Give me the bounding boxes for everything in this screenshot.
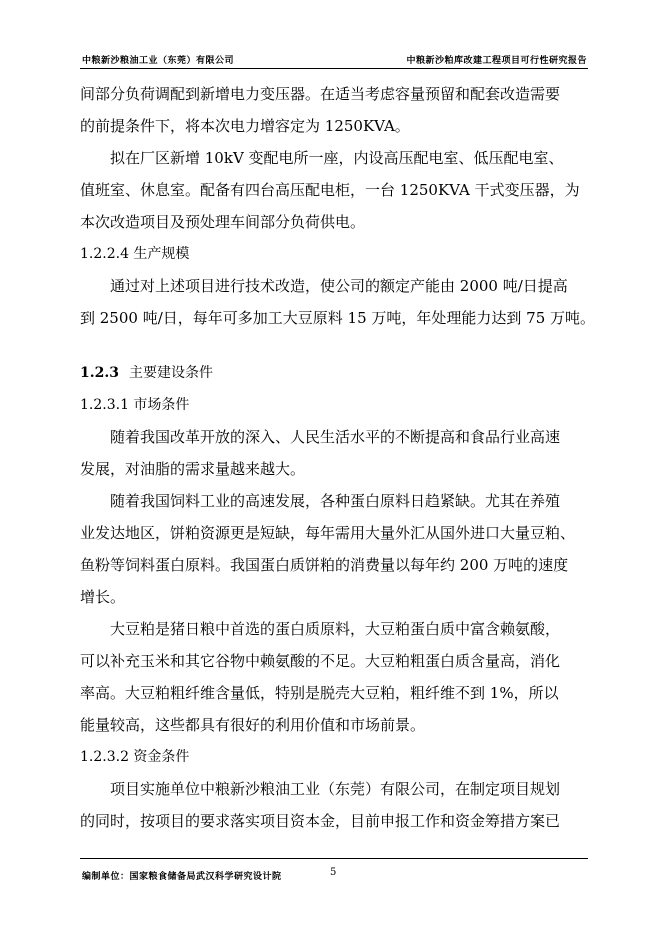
- page-number: 5: [330, 867, 337, 878]
- text-line: 率高。大豆粕粗纤维含量低，特别是脱壳大豆粕，粗纤维不到 1%，所以: [80, 684, 559, 702]
- paragraph-feed-industry: [80, 485, 588, 613]
- heading-funding-conditions: 1.2.3.2 资金条件: [80, 749, 190, 765]
- text-line: 通过对上述项目进行技术改造，使公司的额定产能由 2000 吨/日提高: [110, 277, 568, 295]
- text-line: 的前提条件下，将本次电力增容定为 1250KVA。: [80, 117, 410, 135]
- header-divider: [80, 68, 588, 69]
- text-line: 发展，对油脂的需求量越来越大。: [80, 460, 306, 478]
- text-line: 随着我国饲料工业的高速发展，各种蛋白原料日趋紧缺。尤其在养殖: [110, 492, 561, 510]
- text-line: 项目实施单位中粮新沙粮油工业（东莞）有限公司，在制定项目规划: [110, 780, 561, 798]
- document-body: [80, 78, 596, 837]
- text-line: 业发达地区，饼粕资源更是短缺，每年需用大量外汇从国外进口大量豆粕、: [80, 524, 576, 542]
- paragraph-funding: [80, 773, 588, 837]
- text-line: 本次改造项目及预处理车间部分负荷供电。: [80, 213, 366, 231]
- text-line: 的同时，按项目的要求落实项目资本金，目前申报工作和资金筹措方案已: [80, 812, 561, 830]
- text-line: 大豆粕是猪日粮中首选的蛋白质原料，大豆粕蛋白质中富含赖氨酸，: [110, 620, 561, 638]
- heading-construction-conditions: [80, 357, 588, 389]
- heading-production-scale: 1.2.2.4 生产规模: [80, 246, 190, 262]
- text-line: 随着我国改革开放的深入、人民生活水平的不断提高和食品行业高速: [110, 428, 561, 446]
- text-line: 鱼粉等饲料蛋白原料。我国蛋白质饼粕的消费量以每年约 200 万吨的速度: [80, 556, 569, 574]
- heading-number: 1.2.3: [80, 365, 119, 381]
- section-spacer: [80, 334, 588, 357]
- paragraph-power-capacity: [80, 78, 588, 142]
- text-line: 可以补充玉米和其它谷物中赖氨酸的不足。大豆粕粗蛋白质含量高，消化: [80, 652, 561, 670]
- text-line: 拟在厂区新增 10kV 变配电所一座，内设高压配电室、低压配电室、: [110, 149, 564, 167]
- footer-compiling-unit: 编制单位：国家粮食储备局武汉科学研究设计院: [82, 872, 282, 882]
- text-line: 值班室、休息室。配备有四台高压配电柜，一台 1250KVA 干式变压器，为: [80, 181, 580, 199]
- text-line: 能量较高，这些都具有很好的利用价值和市场前景。: [80, 716, 426, 734]
- header-report-title: 中粮新沙粕库改建工程项目可行性研究报告: [406, 56, 587, 66]
- text-line: 增长。: [80, 588, 126, 606]
- footer-divider: [80, 858, 588, 859]
- page-footer: [80, 869, 588, 883]
- text-line: 间部分负荷调配到新增电力变压器。在适当考虑容量预留和配套改造需要: [80, 85, 561, 103]
- text-line: 到 2500 吨/日，每年可多加工大豆原料 15 万吨，年处理能力达到 75 万吨。: [80, 309, 596, 327]
- page-header: [80, 50, 587, 68]
- heading-title: 主要建设条件: [128, 365, 213, 381]
- heading-market-conditions: 1.2.3.1 市场条件: [80, 397, 190, 413]
- paragraph-production-scale: [80, 270, 596, 334]
- paragraph-soybean-meal: [80, 613, 588, 741]
- paragraph-market-demand: [80, 421, 588, 485]
- paragraph-substation: [80, 142, 588, 238]
- header-company: 中粮新沙粮油工业（东莞）有限公司: [82, 56, 235, 66]
